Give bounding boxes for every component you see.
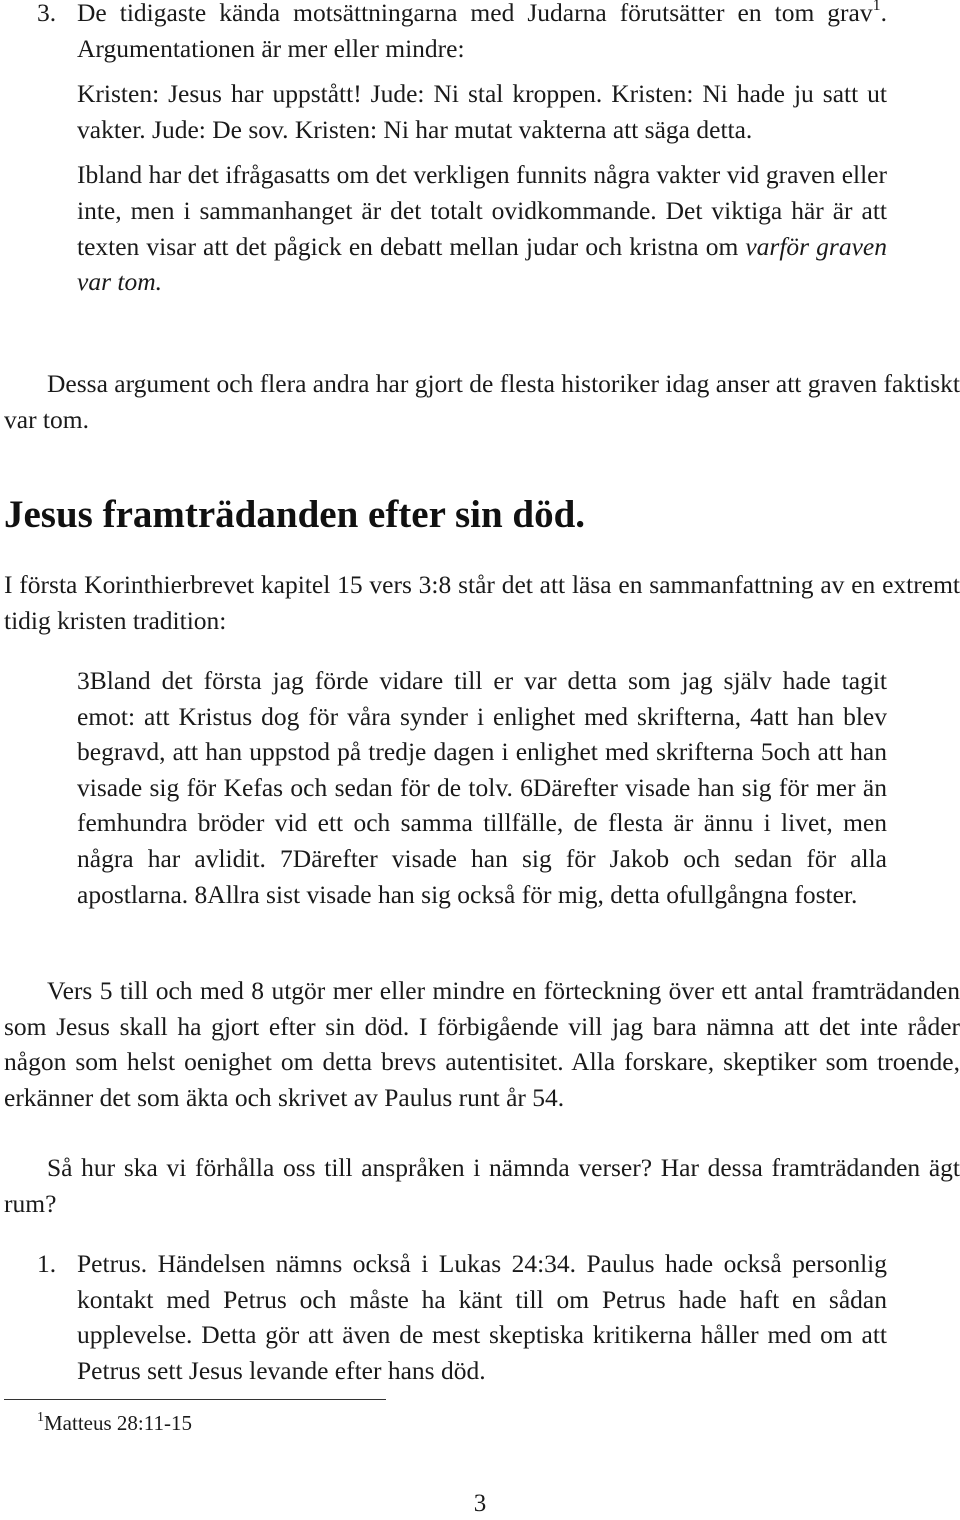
list-item-line-end: . Argumentationen är mer eller mindre: [77, 0, 887, 63]
list-item-text [77, 0, 887, 66]
footnote-marker: 1 [37, 1410, 44, 1425]
list-item-3 [37, 0, 887, 300]
footnote-rule [4, 1399, 386, 1400]
paragraph-question: Så hur ska vi förhålla oss till anspråken i nämnda verser? Har dessa framträdanden ägt rum? [4, 1153, 960, 1218]
list-item-text: Petrus. Händelsen nämns också i Lukas 24:34. Paulus hade också personlig kontakt med Petrus och måste ha känt till om Petrus hade haft en sådan upplevelse. Detta gör att även de mest skeptiska kritikerna håller med om att Petrus sett Jesus levande efter hans död. [77, 1249, 887, 1385]
list-item-1 [37, 1246, 887, 1388]
dialogue-paragraph: Kristen: Jesus har uppstått! Jude: Ni stal kroppen. Kristen: Ni hade ju satt ut vakter. Jude: De sov. Kristen: Ni har mutat vakterna att säga detta. [77, 79, 887, 144]
comment-emphasis: varför graven var tom. [77, 231, 887, 297]
paragraph-conclusion: Dessa argument och flera andra har gjort de flesta historiker idag anser att graven faktiskt var tom. [4, 369, 960, 434]
list-marker: 3. [37, 0, 57, 27]
footnote-text: Matteus 28:11-15 [44, 1411, 192, 1435]
footnote-ref: 1 [872, 0, 881, 14]
paragraph-intro: I första Korinthierbrevet kapitel 15 vers 3:8 står det att läsa en sammanfattning av en extremt tidig kristen tradition: [4, 570, 960, 635]
section-heading: Jesus framträdanden efter sin död. [4, 493, 586, 536]
block-quote: 3Bland det första jag förde vidare till er var detta som jag själv hade tagit emot: att Kristus dog för våra synder i enlighet med skrifterna, 4att han blev begravd, att han uppstod på tredje dagen i enlighet med skrifterna 5och att han visade sig för Kefas och sedan för de tolv. 6Därefter visade han sig för mer än femhundra bröder vid ett och samma tillfälle, de flesta är ännu i livet, men några har avlidit. 7Därefter visade han sig för Jakob och sedan för alla apostlarna. 8Allra sist visade han sig också för mig, detta ofullgångna foster. [77, 666, 887, 909]
list-item-line: De tidigaste kända motsättningarna med Judarna förutsätter en tom grav [77, 0, 873, 27]
paragraph-verses: Vers 5 till och med 8 utgör mer eller mindre en förteckning över ett antal framträdanden som Jesus skall ha gjort efter sin död. I förbigående vill jag bara nämna att det inte råder någon som helst oenighet om detta brevs autentisitet. Alla forskare, skeptiker som troende, erkänner det som äkta och skrivet av Paulus runt år 54. [4, 976, 960, 1112]
comment-paragraph [77, 157, 887, 299]
list-marker: 1. [37, 1249, 57, 1278]
page-number: 3 [473, 1490, 487, 1517]
comment-text: Ibland har det ifrågasatts om det verkligen funnits några vakter vid graven eller inte, men i sammanhanget är det totalt ovidkommande. Det viktiga här är att texten visar att det pågick en debatt mellan judar och kristna om [77, 160, 887, 261]
footnote [37, 1408, 192, 1438]
